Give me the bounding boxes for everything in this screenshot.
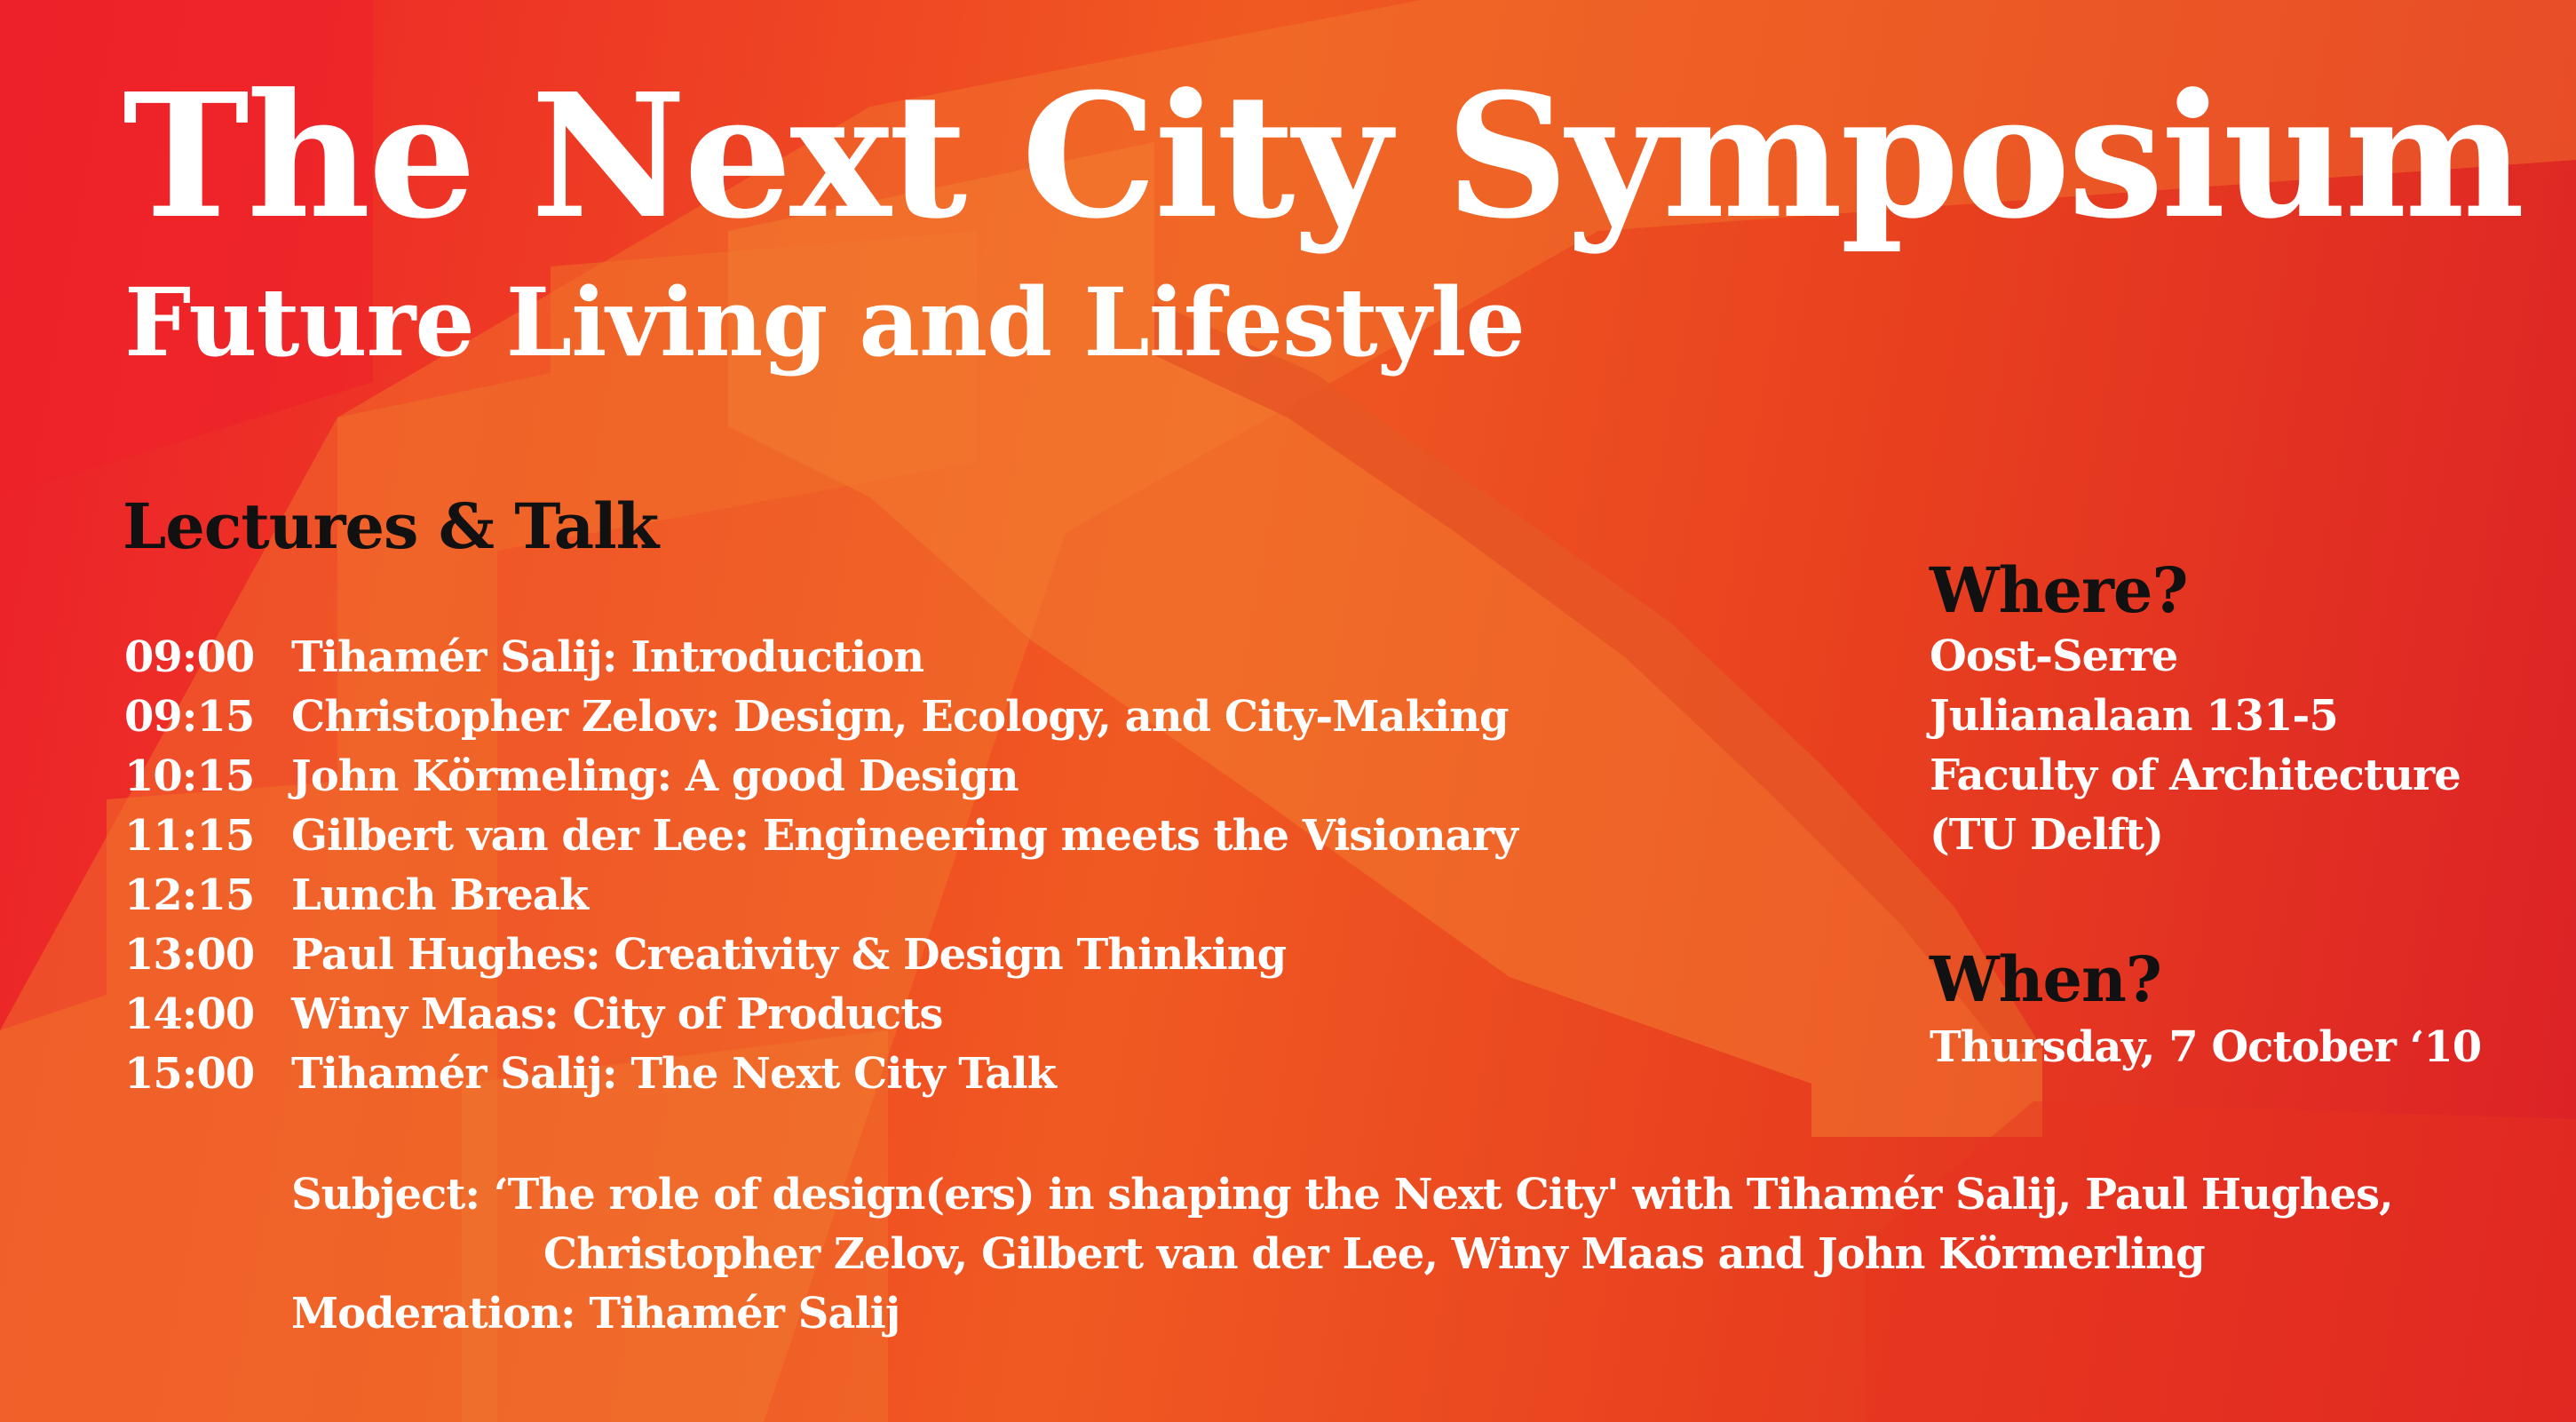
schedule-talk: John Körmeling: A good Design <box>291 751 1019 801</box>
poster-subtitle: Future Living and Lifestyle <box>124 266 1525 377</box>
schedule-talk: Gilbert van der Lee: Engineering meets the Visionary <box>291 810 1518 861</box>
schedule-talk: Paul Hughes: Creativity & Design Thinking <box>291 929 1287 980</box>
subject-line-continued: Christopher Zelov, Gilbert van der Lee, Winy Maas and John Körmerling <box>543 1229 2205 1279</box>
schedule-time: 09:15 <box>124 691 255 742</box>
schedule-time: 09:00 <box>124 632 255 682</box>
venue-address: Julianalaan 131-5 <box>1930 691 2338 741</box>
schedule-talk: Christopher Zelov: Design, Ecology, and City-Making <box>291 691 1509 742</box>
lectures-heading: Lectures & Talk <box>123 489 659 563</box>
where-details <box>1930 627 2461 865</box>
moderation-line: Moderation: Tihamér Salij <box>291 1289 900 1339</box>
schedule-talk: Lunch Break <box>291 870 589 920</box>
schedule-row <box>124 687 1518 746</box>
schedule-time: 10:15 <box>124 751 255 801</box>
venue-faculty: Faculty of Architecture <box>1930 751 2461 800</box>
schedule-time: 14:00 <box>124 989 255 1039</box>
schedule-row <box>124 984 1518 1044</box>
schedule-time: 11:15 <box>124 810 255 861</box>
when-heading: When? <box>1930 942 2161 1016</box>
schedule-talk: Winy Maas: City of Products <box>291 989 943 1039</box>
poster-title: The Next City Symposium <box>123 57 2523 257</box>
event-date: Thursday, 7 October ‘10 <box>1930 1022 2482 1072</box>
subject-line: Subject: ‘The role of design(ers) in shaping the Next City' with Tihamér Salij, Paul Hughes, <box>291 1170 2393 1219</box>
schedule-row <box>124 627 1518 687</box>
where-heading: Where? <box>1930 553 2188 627</box>
schedule-list <box>124 627 1518 1103</box>
schedule-row <box>124 1044 1518 1103</box>
schedule-talk: Tihamér Salij: The Next City Talk <box>291 1048 1057 1099</box>
subject-block <box>291 1165 2393 1344</box>
when-details <box>1930 1018 2481 1077</box>
schedule-row <box>124 746 1518 806</box>
schedule-time: 15:00 <box>124 1048 255 1099</box>
schedule-row <box>124 865 1518 925</box>
venue-name: Oost-Serre <box>1930 632 2178 681</box>
schedule-time: 12:15 <box>124 870 255 920</box>
schedule-row <box>124 925 1518 984</box>
schedule-time: 13:00 <box>124 929 255 980</box>
schedule-row <box>124 806 1518 865</box>
schedule-talk: Tihamér Salij: Introduction <box>291 632 924 682</box>
venue-institution: (TU Delft) <box>1930 810 2163 860</box>
